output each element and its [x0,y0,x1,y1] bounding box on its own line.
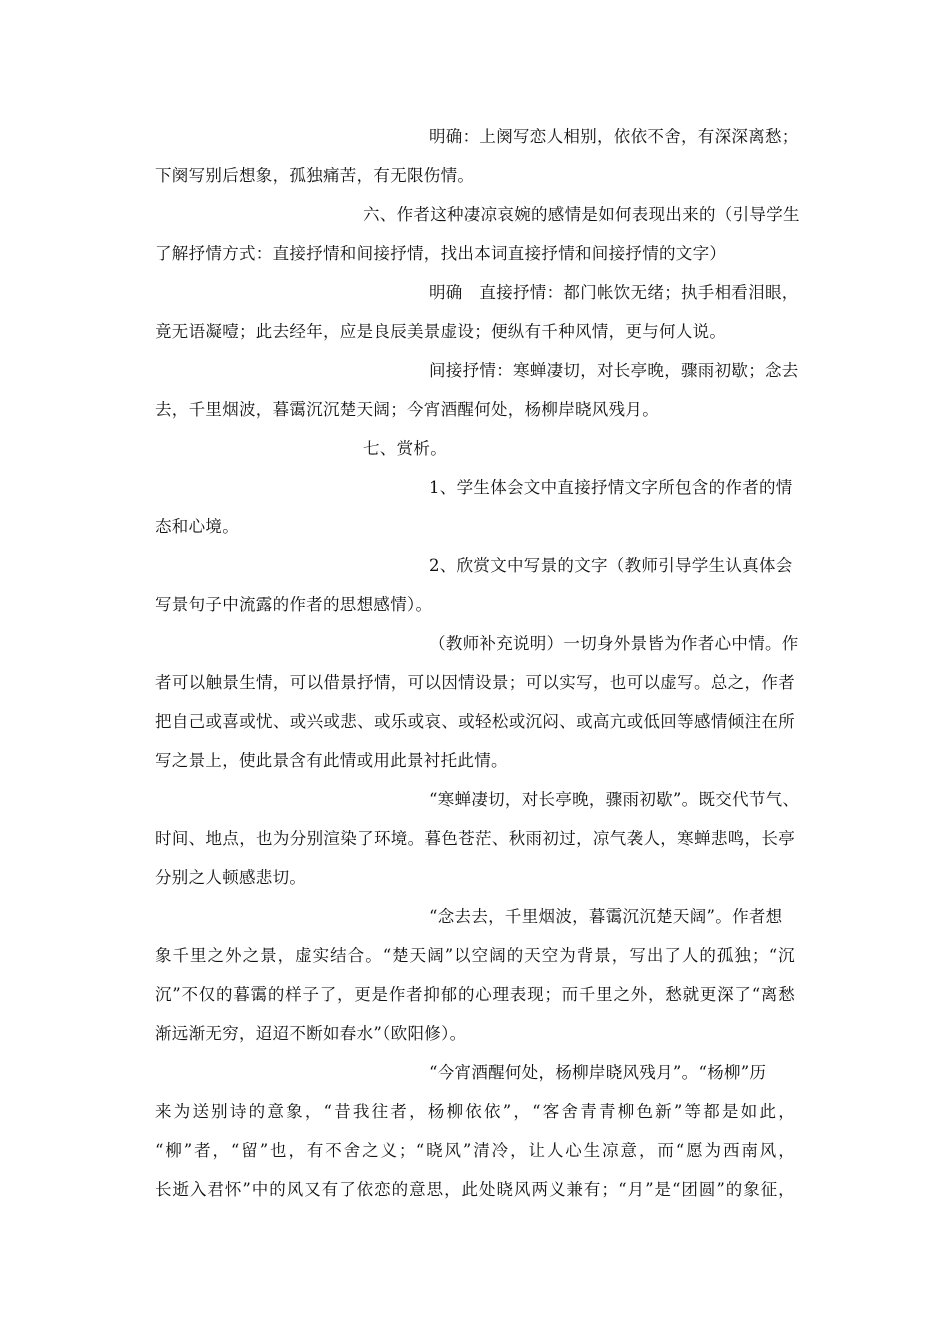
text-line: 沉”不仅的暮霭的样子了，更是作者抑郁的心理表现；而千里之外，愁就更深了“离愁 [155,985,795,1004]
text-line: 写之景上，使此景含有此情或用此景衬托此情。 [155,751,508,770]
text-line: “今宵酒醒何处，杨柳岸晓风残月”。“杨柳”历 [429,1063,767,1082]
text-line: 下阕写别后想象，孤独痛苦，有无限伤情。 [155,166,475,185]
text-line: 把自己或喜或忧、或兴或悲、或乐或哀、或轻松或沉闷、或高亢或低回等感情倾注在所 [155,712,795,731]
text-line: “寒蝉凄切，对长亭晚，骤雨初歇”。既交代节气、 [429,790,800,809]
text-line: 写景句子中流露的作者的思想感情）。 [155,595,433,614]
text-line: 长逝入君怀”中的风又有了依恋的意思，此处晓风两义兼有；“月”是“团圆”的象征， [155,1180,795,1199]
text-line: 来为送别诗的意象，“昔我往者，杨柳依依”，“客舍青青柳色新”等都是如此， [155,1102,795,1121]
text-line: 时间、地点，也为分别渲染了环境。暮色苍茫、秋雨初过，凉气袭人，寒蝉悲鸣，长亭 [155,829,795,848]
text-line: “柳”者，“留”也，有不舍之义；“晓风”清冷，让人心生凉意，而“愿为西南风， [155,1141,795,1160]
text-line: 2、欣赏文中写景的文字（教师引导学生认真体会 [429,556,793,575]
text-line: 竟无语凝噎；此去经年，应是良辰美景虚设；便纵有千种风情，更与何人说。 [155,322,727,341]
text-line: 分别之人顿感悲切。 [155,868,307,887]
text-line: 去，千里烟波，暮霭沉沉楚天阔；今宵酒醒何处，杨柳岸晓风残月。 [155,400,659,419]
text-line: “念去去，千里烟波，暮霭沉沉楚天阔”。作者想 [429,907,783,926]
text-line: 1、学生体会文中直接抒情文字所包含的作者的情 [429,478,793,497]
text-line: 者可以触景生情，可以借景抒情，可以因情设景；可以实写，也可以虚写。总之，作者 [155,673,795,692]
text-line: （教师补充说明）一切身外景皆为作者心中情。作 [429,634,799,653]
text-line: 态和心境。 [155,517,239,536]
text-line: 了解抒情方式：直接抒情和间接抒情，找出本词直接抒情和间接抒情的文字） [155,244,727,263]
section-heading: 七、赏析。 [363,439,447,458]
text-line: 间接抒情：寒蝉凄切，对长亭晚，骤雨初歇；念去 [429,361,799,380]
text-line: 象千里之外之景，虚实结合。“楚天阔”以空阔的天空为背景，写出了人的孤独；“沉 [155,946,795,965]
text-line: 明确：上阕写恋人相别，依依不舍，有深深离愁； [429,127,799,146]
text-line: 渐远渐无穷，迢迢不断如春水”（欧阳修）。 [155,1024,467,1043]
text-line: 六、作者这种凄凉哀婉的感情是如何表现出来的（引导学生 [363,205,800,224]
text-line: 明确 直接抒情：都门帐饮无绪；执手相看泪眼， [429,283,799,302]
